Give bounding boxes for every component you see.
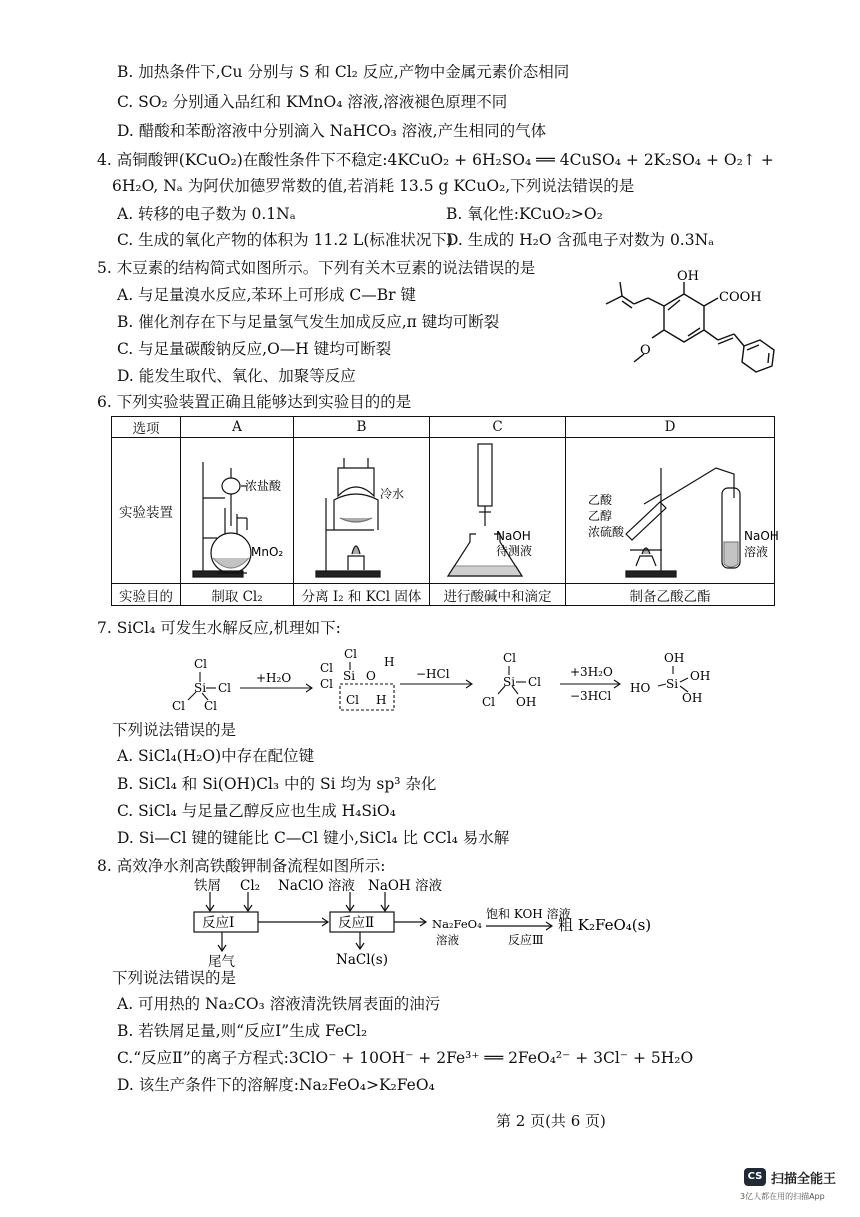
flow-reaction-2: 反应Ⅱ: [338, 915, 375, 931]
production-flowchart: [180, 876, 740, 968]
experiment-table: [111, 416, 779, 606]
q7-ask: 下列说法错误的是: [112, 721, 237, 739]
header-device: 实验装置: [112, 438, 181, 584]
flow-naoh: NaOH 溶液: [368, 878, 442, 894]
apparatus-d: [566, 438, 779, 584]
cajaninstilbene-structure: [596, 270, 796, 385]
m4-oh-top: OH: [664, 651, 685, 665]
q5-option-c: C. 与足量碳酸钠反应,O—H 键均可断裂: [117, 340, 392, 358]
m2-cl-lower: Cl: [320, 677, 334, 691]
q4-stem-line1: 4. 高铜酸钾(KCuO₂)在酸性条件下不稳定:4KCuO₂ + 6H₂SO₄ ══ 4CuSO₄ + 2K₂SO₄ + O₂↑ +: [97, 151, 774, 169]
flow-reaction-3: 反应Ⅲ: [508, 933, 544, 947]
oh-label: OH: [677, 269, 699, 284]
esterification-apparatus-icon: [566, 438, 779, 583]
col-c-header: C: [430, 417, 566, 438]
flow-solution: 溶液: [436, 933, 459, 947]
flow-product: 粗 K₂FeO₄(s): [558, 916, 652, 934]
q5-option-b: B. 催化剂存在下与足量氢气发生加成反应,π 键均可断裂: [117, 313, 500, 331]
label-cold-water: 冷水: [380, 487, 405, 501]
label-mno2: MnO₂: [251, 545, 284, 559]
arrow3-top-label: +3H₂O: [570, 665, 613, 679]
label-naoh-c: NaOH: [496, 529, 531, 543]
q8-option-d: D. 该生产条件下的溶解度:Na₂FeO₄>K₂FeO₄: [117, 1076, 435, 1094]
q5-stem: 5. 木豆素的结构简式如图所示。下列有关木豆素的说法错误的是: [97, 259, 536, 277]
q4-option-c: C. 生成的氧化产物的体积为 11.2 L(标准状况下): [117, 231, 453, 249]
q3-option-b: B. 加热条件下,Cu 分别与 S 和 Cl₂ 反应,产物中金属元素价态相同: [117, 63, 570, 81]
col-a-header: A: [181, 417, 294, 438]
q8-stem: 8. 高效净水剂高铁酸钾制备流程如图所示:: [97, 857, 386, 875]
flow-naclo: NaClO 溶液: [278, 878, 355, 894]
m4-oh-right: OH: [690, 669, 711, 683]
arrow2-label: −HCl: [416, 667, 450, 681]
purpose-c: 进行酸碱中和滴定: [430, 584, 566, 606]
app-name: 扫描全能王: [771, 1172, 837, 1187]
col-b-header: B: [294, 417, 430, 438]
m2-cl-box: Cl: [346, 693, 360, 707]
sublimation-apparatus-icon: [294, 438, 429, 583]
header-purpose: 实验目的: [112, 584, 181, 606]
label-naoh-d: NaOH: [744, 529, 779, 543]
m2-si: Si: [343, 669, 356, 683]
q4-option-d: D. 生成的 H₂O 含孤电子对数为 0.3Nₐ: [446, 231, 715, 249]
purpose-b: 分离 I₂ 和 KCl 固体: [294, 584, 430, 606]
arrow3-bottom-label: −3HCl: [570, 689, 612, 703]
chlorine-generator-icon: [181, 438, 293, 583]
purpose-a: 制取 Cl₂: [181, 584, 294, 606]
q7-option-a: A. SiCl₄(H₂O)中存在配位键: [117, 747, 315, 765]
m1-cl-left: Cl: [172, 699, 186, 713]
m1-cl-right: Cl: [218, 681, 232, 695]
m2-h-box: H: [376, 693, 387, 707]
m4-ho-left: HO: [630, 681, 651, 695]
q8-option-a: A. 可用热的 Na₂CO₃ 溶液清洗铁屑表面的油污: [117, 995, 441, 1013]
q8-ask: 下列说法错误的是: [112, 969, 237, 987]
m3-cl-right: Cl: [528, 675, 542, 689]
titration-apparatus-icon: [430, 438, 565, 583]
col-d-header: D: [566, 417, 775, 438]
m4-oh-bottom: OH: [682, 691, 703, 705]
label-ethanol: 乙醇: [588, 509, 613, 523]
q4-option-a: A. 转移的电子数为 0.1Nₐ: [117, 205, 296, 223]
m3-cl-top: Cl: [503, 651, 517, 665]
label-solution-d: 溶液: [744, 545, 769, 559]
q3-option-c: C. SO₂ 分别通入品红和 KMnO₄ 溶液,溶液褪色原理不同: [117, 93, 508, 111]
label-conc-h2so4: 浓硫酸: [588, 525, 625, 539]
flow-koh: 饱和 KOH 溶液: [486, 907, 571, 921]
purpose-d: 制备乙酸乙酯: [566, 584, 775, 606]
m3-oh: OH: [516, 695, 537, 709]
m2-cl-upper: Cl: [320, 661, 334, 675]
label-acetic-acid: 乙酸: [588, 493, 613, 507]
m2-o: O: [366, 669, 376, 683]
q3-option-d: D. 醋酸和苯酚溶液中分别滴入 NaHCO₃ 溶液,产生相同的气体: [117, 122, 547, 140]
q8-option-c: C.“反应Ⅱ”的离子方程式:3ClO⁻ + 10OH⁻ + 2Fe³⁺ ══ 2FeO₄²⁻ + 3Cl⁻ + 5H₂O: [117, 1049, 694, 1067]
m2-cl-top: Cl: [344, 647, 358, 661]
m4-si: Si: [666, 677, 679, 691]
q8-option-b: B. 若铁屑足量,则“反应Ⅰ”生成 FeCl₂: [117, 1022, 368, 1040]
m3-cl-left: Cl: [482, 695, 496, 709]
q4-stem-line2: 6H₂O, Nₐ 为阿伏加德罗常数的值,若消耗 13.5 g KCuO₂,下列说法错误的是: [112, 177, 635, 195]
apparatus-b: [294, 438, 430, 584]
m1-si: Si: [194, 681, 207, 695]
flow-cl2: Cl₂: [240, 878, 261, 894]
label-test-solution: 待测液: [496, 544, 533, 558]
m2-h-top: H: [384, 655, 395, 669]
q7-option-b: B. SiCl₄ 和 Si(OH)Cl₃ 中的 Si 均为 sp³ 杂化: [117, 775, 437, 793]
flow-tail-gas: 尾气: [208, 954, 235, 970]
hydrolysis-mechanism: [160, 644, 720, 716]
m3-si: Si: [503, 675, 516, 689]
apparatus-c: [430, 438, 566, 584]
arrow1-label: +H₂O: [256, 671, 292, 685]
flow-na2feo4: Na₂FeO₄: [432, 917, 482, 931]
apparatus-a: [181, 438, 294, 584]
q6-stem: 6. 下列实验装置正确且能够达到实验目的的是: [97, 393, 412, 411]
cooh-label: COOH: [719, 290, 762, 305]
app-tagline: 3亿人都在用的扫描App: [740, 1192, 825, 1201]
label-conc-hcl: 浓盐酸: [245, 479, 282, 493]
m1-cl-bottom: Cl: [204, 699, 218, 713]
q5-option-d: D. 能发生取代、氧化、加聚等反应: [117, 367, 356, 385]
q7-stem: 7. SiCl₄ 可发生水解反应,机理如下:: [97, 619, 341, 637]
camscanner-logo-icon: CS: [744, 1168, 766, 1186]
q7-option-d: D. Si—Cl 键的键能比 C—Cl 键小,SiCl₄ 比 CCl₄ 易水解: [117, 829, 510, 847]
q5-option-a: A. 与足量溴水反应,苯环上可形成 C—Br 键: [117, 286, 416, 304]
flow-reaction-1: 反应Ⅰ: [202, 915, 235, 931]
q4-option-b: B. 氧化性:KCuO₂>O₂: [446, 205, 603, 223]
methoxy-o-label: O: [640, 343, 651, 358]
header-option: 选项: [112, 417, 181, 438]
flow-nacl: NaCl(s): [336, 952, 388, 968]
page-number: 第 2 页(共 6 页): [496, 1112, 606, 1130]
q7-option-c: C. SiCl₄ 与足量乙醇反应也生成 H₄SiO₄: [117, 802, 396, 820]
flow-iron-filings: 铁屑: [194, 878, 221, 894]
m1-cl-top: Cl: [194, 657, 208, 671]
